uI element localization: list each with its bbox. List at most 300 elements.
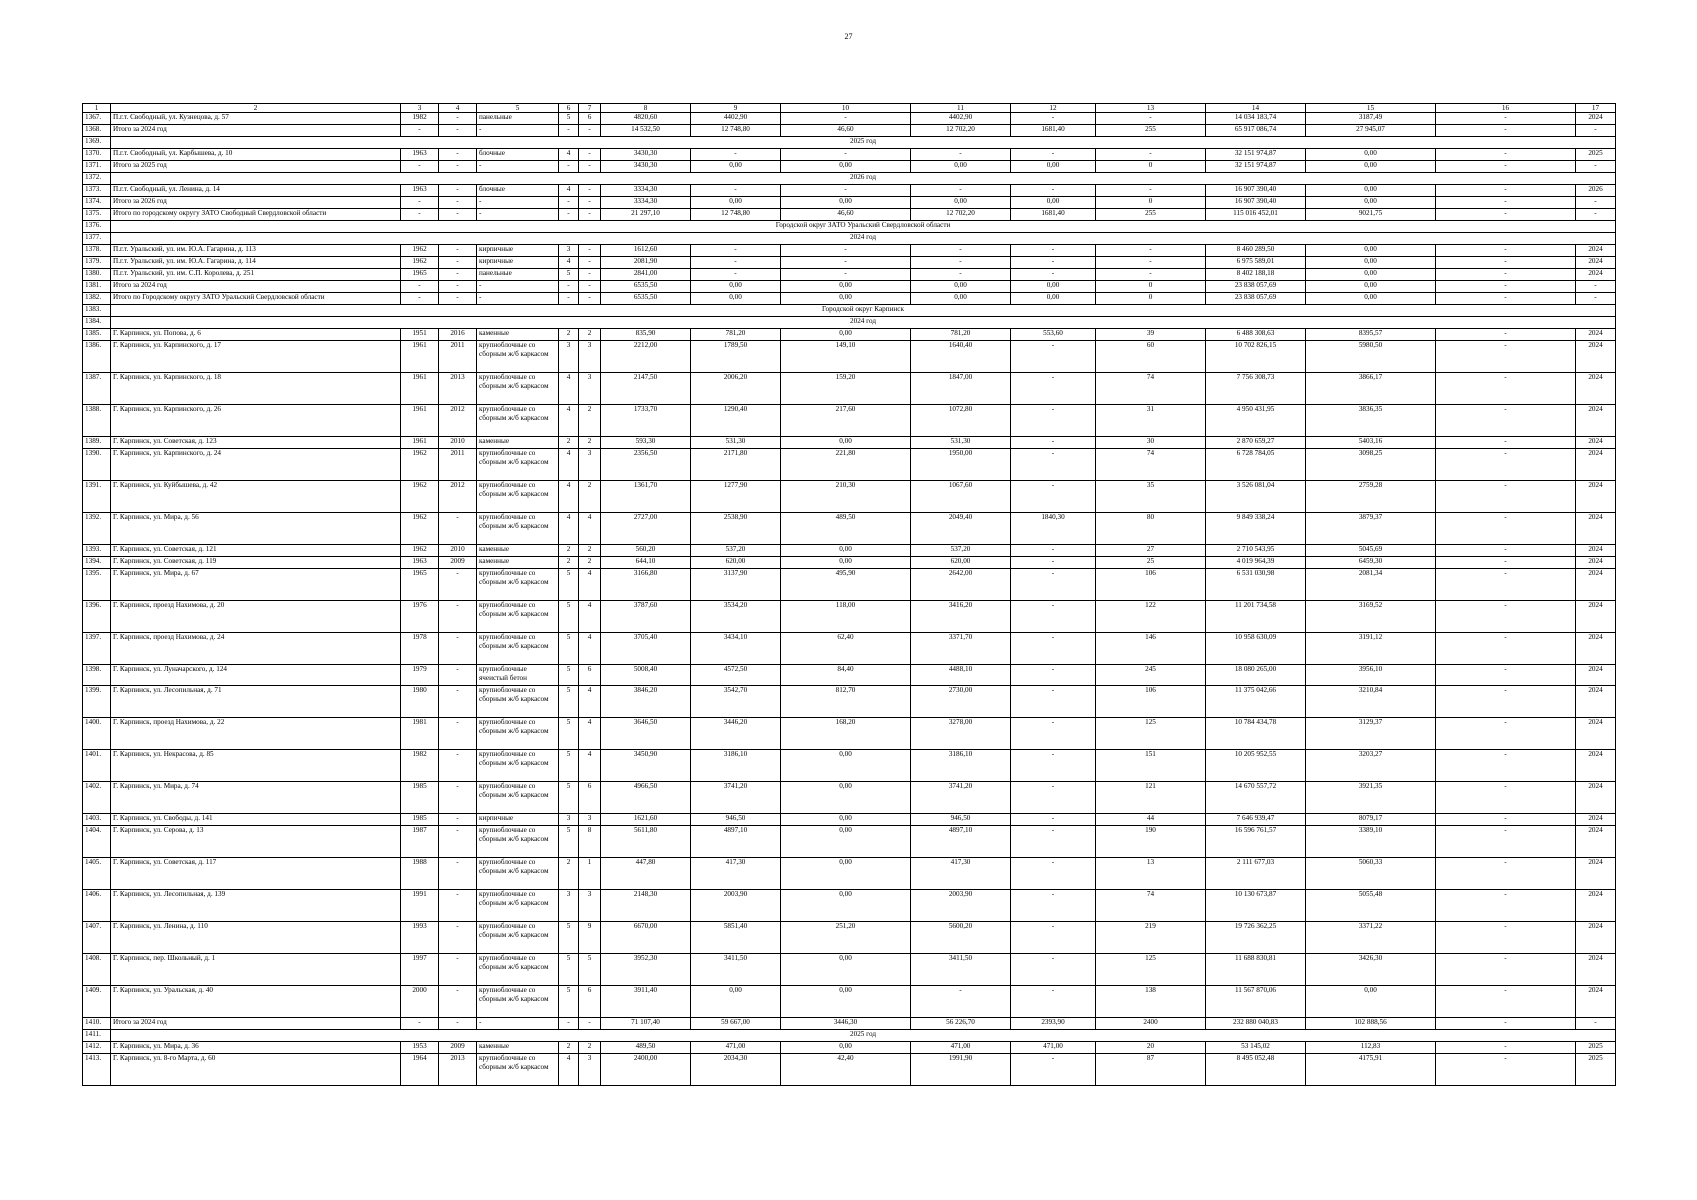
wall-material-cell: - bbox=[477, 161, 559, 173]
col16-cell: - bbox=[1436, 665, 1576, 686]
area-common-cell: - bbox=[1011, 113, 1096, 125]
area-premises-cell: 2034,30 bbox=[691, 1054, 781, 1086]
area-nonresidential-cell: 0,00 bbox=[781, 954, 911, 986]
table-row bbox=[83, 437, 1616, 449]
table-row bbox=[83, 405, 1616, 437]
address-cell: Г. Карпинск, ул. Мира, д. 36 bbox=[111, 1042, 401, 1054]
row-number-cell: 1408. bbox=[83, 954, 111, 986]
area-residential-cell: 620,00 bbox=[911, 557, 1011, 569]
floors-cell: - bbox=[559, 161, 579, 173]
planned-year-cell: 2024 bbox=[1576, 341, 1616, 373]
entrances-cell: 4 bbox=[579, 750, 601, 782]
total-area-cell: 2841,00 bbox=[601, 269, 691, 281]
table-row bbox=[83, 922, 1616, 954]
residents-cell: 31 bbox=[1096, 405, 1206, 437]
wall-material-cell: крупноблочные со сборным ж/б каркасом bbox=[477, 718, 559, 750]
area-residential-cell: 781,20 bbox=[911, 329, 1011, 341]
row-number-cell: 1367. bbox=[83, 113, 111, 125]
unit-cost-cell: 2759,28 bbox=[1306, 481, 1436, 513]
total-area-cell: 2212,00 bbox=[601, 341, 691, 373]
table-row bbox=[83, 986, 1616, 1018]
row-number-cell: 1369. bbox=[83, 137, 111, 149]
col16-cell: - bbox=[1436, 922, 1576, 954]
address-cell: Г. Карпинск, ул. Ленина, д. 110 bbox=[111, 922, 401, 954]
wall-material-cell: каменные bbox=[477, 1042, 559, 1054]
year-built-cell: 1963 bbox=[401, 557, 439, 569]
row-number-cell: 1380. bbox=[83, 269, 111, 281]
address-cell: Г. Карпинск, ул. Серова, д. 13 bbox=[111, 826, 401, 858]
floors-cell: 2 bbox=[559, 858, 579, 890]
total-area-cell: 6670,00 bbox=[601, 922, 691, 954]
planned-year-cell: 2024 bbox=[1576, 922, 1616, 954]
col16-cell: - bbox=[1436, 633, 1576, 665]
wall-material-cell: крупноблочные со сборным ж/б каркасом bbox=[477, 569, 559, 601]
floors-cell: 5 bbox=[559, 922, 579, 954]
total-area-cell: 3952,30 bbox=[601, 954, 691, 986]
residents-cell: 27 bbox=[1096, 545, 1206, 557]
year-renovated-cell: - bbox=[439, 665, 477, 686]
area-nonresidential-cell: 0,00 bbox=[781, 161, 911, 173]
row-number-cell: 1387. bbox=[83, 373, 111, 405]
unit-cost-cell: 6459,30 bbox=[1306, 557, 1436, 569]
year-built-cell: 1962 bbox=[401, 513, 439, 545]
area-residential-cell: 3278,00 bbox=[911, 718, 1011, 750]
cost-cell: 10 130 673,87 bbox=[1206, 890, 1306, 922]
row-number-cell: 1395. bbox=[83, 569, 111, 601]
year-built-cell: - bbox=[401, 1018, 439, 1030]
col16-cell: - bbox=[1436, 481, 1576, 513]
col16-cell: - bbox=[1436, 826, 1576, 858]
residents-cell: 80 bbox=[1096, 513, 1206, 545]
year-renovated-cell: - bbox=[439, 269, 477, 281]
area-residential-cell: - bbox=[911, 269, 1011, 281]
entrances-cell: - bbox=[579, 293, 601, 305]
cost-cell: 16 907 390,40 bbox=[1206, 197, 1306, 209]
column-number-cell: 9 bbox=[691, 104, 781, 113]
year-renovated-cell: 2010 bbox=[439, 437, 477, 449]
area-premises-cell: 5851,40 bbox=[691, 922, 781, 954]
residents-cell: 255 bbox=[1096, 209, 1206, 221]
year-built-cell: 1962 bbox=[401, 545, 439, 557]
unit-cost-cell: 0,00 bbox=[1306, 197, 1436, 209]
cost-cell: 11 567 870,06 bbox=[1206, 986, 1306, 1018]
planned-year-cell: 2024 bbox=[1576, 718, 1616, 750]
year-renovated-cell: 2013 bbox=[439, 1054, 477, 1086]
total-area-cell: 1733,70 bbox=[601, 405, 691, 437]
row-number-cell: 1389. bbox=[83, 437, 111, 449]
year-built-cell: 1982 bbox=[401, 750, 439, 782]
wall-material-cell: крупноблочные со сборным ж/б каркасом bbox=[477, 686, 559, 718]
area-premises-cell: 620,00 bbox=[691, 557, 781, 569]
total-area-cell: 489,50 bbox=[601, 1042, 691, 1054]
unit-cost-cell: 102 888,56 bbox=[1306, 1018, 1436, 1030]
year-built-cell: 1961 bbox=[401, 437, 439, 449]
area-nonresidential-cell: 42,40 bbox=[781, 1054, 911, 1086]
cost-cell: 53 145,02 bbox=[1206, 1042, 1306, 1054]
area-residential-cell: 0,00 bbox=[911, 281, 1011, 293]
residents-cell: 0 bbox=[1096, 161, 1206, 173]
year-renovated-cell: - bbox=[439, 782, 477, 814]
entrances-cell: 3 bbox=[579, 1054, 601, 1086]
table-row bbox=[83, 826, 1616, 858]
table-row bbox=[83, 1054, 1616, 1086]
entrances-cell: 5 bbox=[579, 954, 601, 986]
area-common-cell: 0,00 bbox=[1011, 293, 1096, 305]
area-nonresidential-cell: 168,20 bbox=[781, 718, 911, 750]
area-residential-cell: 1991,90 bbox=[911, 1054, 1011, 1086]
year-built-cell: 1962 bbox=[401, 245, 439, 257]
area-premises-cell: 4402,90 bbox=[691, 113, 781, 125]
residents-cell: 122 bbox=[1096, 601, 1206, 633]
area-premises-cell: 471,00 bbox=[691, 1042, 781, 1054]
year-built-cell: 1979 bbox=[401, 665, 439, 686]
address-cell: Итого за 2026 год bbox=[111, 197, 401, 209]
unit-cost-cell: 3389,10 bbox=[1306, 826, 1436, 858]
residents-cell: 255 bbox=[1096, 125, 1206, 137]
year-renovated-cell: - bbox=[439, 826, 477, 858]
address-cell: П.г.т. Уральский, ул. им. Ю.А. Гагарина, д. 113 bbox=[111, 245, 401, 257]
area-nonresidential-cell: 62,40 bbox=[781, 633, 911, 665]
wall-material-cell: крупноблочные со сборным ж/б каркасом bbox=[477, 373, 559, 405]
residents-cell: 60 bbox=[1096, 341, 1206, 373]
wall-material-cell: каменные bbox=[477, 437, 559, 449]
row-number-cell: 1396. bbox=[83, 601, 111, 633]
year-built-cell: - bbox=[401, 161, 439, 173]
address-cell: Г. Карпинск, ул. Куйбышева, д. 42 bbox=[111, 481, 401, 513]
year-renovated-cell: - bbox=[439, 245, 477, 257]
area-premises-cell: 12 748,80 bbox=[691, 125, 781, 137]
table-row bbox=[83, 185, 1616, 197]
total-area-cell: 3334,30 bbox=[601, 185, 691, 197]
year-built-cell: 1997 bbox=[401, 954, 439, 986]
unit-cost-cell: 9021,75 bbox=[1306, 209, 1436, 221]
residents-cell: 106 bbox=[1096, 569, 1206, 601]
area-premises-cell: - bbox=[691, 269, 781, 281]
col16-cell: - bbox=[1436, 161, 1576, 173]
residents-cell: 0 bbox=[1096, 293, 1206, 305]
year-built-cell: 1961 bbox=[401, 373, 439, 405]
col16-cell: - bbox=[1436, 954, 1576, 986]
section-heading-cell: Городской округ ЗАТО Уральский Свердловской области bbox=[111, 221, 1616, 233]
area-nonresidential-cell: 0,00 bbox=[781, 281, 911, 293]
row-number-cell: 1400. bbox=[83, 718, 111, 750]
area-nonresidential-cell: 0,00 bbox=[781, 826, 911, 858]
residents-cell: - bbox=[1096, 269, 1206, 281]
address-cell: Итого за 2025 год bbox=[111, 161, 401, 173]
address-cell: Г. Карпинск, пер. Школьный, д. 1 bbox=[111, 954, 401, 986]
entrances-cell: 3 bbox=[579, 890, 601, 922]
year-renovated-cell: - bbox=[439, 814, 477, 826]
wall-material-cell: кирпичные bbox=[477, 245, 559, 257]
table-row bbox=[83, 557, 1616, 569]
planned-year-cell: - bbox=[1576, 281, 1616, 293]
col16-cell: - bbox=[1436, 209, 1576, 221]
residents-cell: - bbox=[1096, 257, 1206, 269]
table-row bbox=[83, 113, 1616, 125]
unit-cost-cell: 3169,52 bbox=[1306, 601, 1436, 633]
address-cell: Итого по городскому округу ЗАТО Свободный Свердловской области bbox=[111, 209, 401, 221]
row-number-cell: 1379. bbox=[83, 257, 111, 269]
area-common-cell: - bbox=[1011, 718, 1096, 750]
area-residential-cell: 3741,20 bbox=[911, 782, 1011, 814]
col16-cell: - bbox=[1436, 245, 1576, 257]
planned-year-cell: 2024 bbox=[1576, 569, 1616, 601]
address-cell: Г. Карпинск, ул. Уральская, д. 40 bbox=[111, 986, 401, 1018]
residents-cell: 190 bbox=[1096, 826, 1206, 858]
col16-cell: - bbox=[1436, 782, 1576, 814]
total-area-cell: 560,20 bbox=[601, 545, 691, 557]
address-cell: Г. Карпинск, проезд Нахимова, д. 24 bbox=[111, 633, 401, 665]
row-number-cell: 1413. bbox=[83, 1054, 111, 1086]
year-built-cell: 1981 bbox=[401, 718, 439, 750]
planned-year-cell: 2024 bbox=[1576, 890, 1616, 922]
entrances-cell: - bbox=[579, 149, 601, 161]
residents-cell: - bbox=[1096, 149, 1206, 161]
table-body bbox=[83, 104, 1616, 1086]
cost-cell: 14 670 557,72 bbox=[1206, 782, 1306, 814]
unit-cost-cell: 3187,49 bbox=[1306, 113, 1436, 125]
unit-cost-cell: 0,00 bbox=[1306, 281, 1436, 293]
residents-cell: 39 bbox=[1096, 329, 1206, 341]
address-cell: Г. Карпинск, ул. Советская, д. 121 bbox=[111, 545, 401, 557]
area-residential-cell: 1067,60 bbox=[911, 481, 1011, 513]
area-residential-cell: 3416,20 bbox=[911, 601, 1011, 633]
area-premises-cell: 3534,20 bbox=[691, 601, 781, 633]
column-number-cell: 3 bbox=[401, 104, 439, 113]
floors-cell: 5 bbox=[559, 601, 579, 633]
col16-cell: - bbox=[1436, 373, 1576, 405]
section-row bbox=[83, 221, 1616, 233]
wall-material-cell: каменные bbox=[477, 545, 559, 557]
year-built-cell: 1963 bbox=[401, 149, 439, 161]
year-built-cell: 1991 bbox=[401, 890, 439, 922]
total-area-cell: 1621,60 bbox=[601, 814, 691, 826]
wall-material-cell: крупноблочные со сборным ж/б каркасом bbox=[477, 1054, 559, 1086]
address-cell: Г. Карпинск, ул. Карпинского, д. 17 bbox=[111, 341, 401, 373]
address-cell: Г. Карпинск, ул. Карпинского, д. 24 bbox=[111, 449, 401, 481]
unit-cost-cell: 0,00 bbox=[1306, 185, 1436, 197]
area-residential-cell: - bbox=[911, 245, 1011, 257]
residents-cell: 245 bbox=[1096, 665, 1206, 686]
entrances-cell: 8 bbox=[579, 826, 601, 858]
section-row bbox=[83, 1030, 1616, 1042]
floors-cell: 2 bbox=[559, 329, 579, 341]
area-residential-cell: 2049,40 bbox=[911, 513, 1011, 545]
residents-cell: 0 bbox=[1096, 281, 1206, 293]
year-built-cell: 1985 bbox=[401, 814, 439, 826]
residents-cell: 0 bbox=[1096, 197, 1206, 209]
area-nonresidential-cell: - bbox=[781, 185, 911, 197]
planned-year-cell: 2024 bbox=[1576, 557, 1616, 569]
address-cell: П.г.т. Уральский, ул. им. С.П. Королева, д. 251 bbox=[111, 269, 401, 281]
area-nonresidential-cell: 221,80 bbox=[781, 449, 911, 481]
area-premises-cell: - bbox=[691, 185, 781, 197]
unit-cost-cell: 3836,35 bbox=[1306, 405, 1436, 437]
wall-material-cell: крупноблочные со сборным ж/б каркасом bbox=[477, 341, 559, 373]
area-common-cell: - bbox=[1011, 449, 1096, 481]
year-built-cell: - bbox=[401, 197, 439, 209]
row-number-cell: 1371. bbox=[83, 161, 111, 173]
unit-cost-cell: 0,00 bbox=[1306, 293, 1436, 305]
row-number-cell: 1372. bbox=[83, 173, 111, 185]
area-premises-cell: 537,20 bbox=[691, 545, 781, 557]
planned-year-cell: 2024 bbox=[1576, 113, 1616, 125]
year-renovated-cell: 2011 bbox=[439, 341, 477, 373]
planned-year-cell: 2024 bbox=[1576, 257, 1616, 269]
row-number-cell: 1394. bbox=[83, 557, 111, 569]
cost-cell: 6 975 589,01 bbox=[1206, 257, 1306, 269]
address-cell: Г. Карпинск, ул. Мира, д. 67 bbox=[111, 569, 401, 601]
total-area-cell: 3430,30 bbox=[601, 149, 691, 161]
residents-cell: 44 bbox=[1096, 814, 1206, 826]
residents-cell: 146 bbox=[1096, 633, 1206, 665]
year-renovated-cell: - bbox=[439, 601, 477, 633]
year-renovated-cell: - bbox=[439, 113, 477, 125]
cost-cell: 16 596 761,57 bbox=[1206, 826, 1306, 858]
year-built-cell: 1976 bbox=[401, 601, 439, 633]
area-residential-cell: 537,20 bbox=[911, 545, 1011, 557]
cost-cell: 6 728 784,05 bbox=[1206, 449, 1306, 481]
col16-cell: - bbox=[1436, 1018, 1576, 1030]
unit-cost-cell: 8079,17 bbox=[1306, 814, 1436, 826]
area-premises-cell: - bbox=[691, 245, 781, 257]
entrances-cell: 1 bbox=[579, 858, 601, 890]
area-nonresidential-cell: 0,00 bbox=[781, 750, 911, 782]
address-cell: Г. Карпинск, ул. Некрасова, д. 85 bbox=[111, 750, 401, 782]
planned-year-cell: 2024 bbox=[1576, 481, 1616, 513]
area-common-cell: - bbox=[1011, 633, 1096, 665]
floors-cell: 4 bbox=[559, 1054, 579, 1086]
area-nonresidential-cell: 3446,30 bbox=[781, 1018, 911, 1030]
total-area-cell: 1361,70 bbox=[601, 481, 691, 513]
row-number-cell: 1405. bbox=[83, 858, 111, 890]
area-premises-cell: 3411,50 bbox=[691, 954, 781, 986]
wall-material-cell: крупноблочные со сборным ж/б каркасом bbox=[477, 858, 559, 890]
wall-material-cell: крупноблочные со сборным ж/б каркасом bbox=[477, 601, 559, 633]
total-area-cell: 3430,30 bbox=[601, 161, 691, 173]
residents-cell: - bbox=[1096, 113, 1206, 125]
unit-cost-cell: 3098,25 bbox=[1306, 449, 1436, 481]
residents-cell: - bbox=[1096, 185, 1206, 197]
cost-cell: 16 907 390,40 bbox=[1206, 185, 1306, 197]
floors-cell: 5 bbox=[559, 633, 579, 665]
planned-year-cell: - bbox=[1576, 125, 1616, 137]
section-heading-cell: Городской округ Карпинск bbox=[111, 305, 1616, 317]
residents-cell: 20 bbox=[1096, 1042, 1206, 1054]
row-number-cell: 1411. bbox=[83, 1030, 111, 1042]
area-premises-cell: 4897,10 bbox=[691, 826, 781, 858]
year-renovated-cell: - bbox=[439, 197, 477, 209]
floors-cell: 4 bbox=[559, 405, 579, 437]
total-area-cell: 14 532,50 bbox=[601, 125, 691, 137]
wall-material-cell: каменные bbox=[477, 557, 559, 569]
year-renovated-cell: - bbox=[439, 890, 477, 922]
floors-cell: 5 bbox=[559, 954, 579, 986]
wall-material-cell: блочные bbox=[477, 185, 559, 197]
section-row bbox=[83, 173, 1616, 185]
area-premises-cell: 1789,50 bbox=[691, 341, 781, 373]
area-common-cell: - bbox=[1011, 557, 1096, 569]
column-number-cell: 17 bbox=[1576, 104, 1616, 113]
row-number-cell: 1375. bbox=[83, 209, 111, 221]
year-renovated-cell: - bbox=[439, 750, 477, 782]
row-number-cell: 1403. bbox=[83, 814, 111, 826]
unit-cost-cell: 27 945,07 bbox=[1306, 125, 1436, 137]
area-premises-cell: 2538,90 bbox=[691, 513, 781, 545]
cost-cell: 10 205 952,55 bbox=[1206, 750, 1306, 782]
area-nonresidential-cell: 0,00 bbox=[781, 814, 911, 826]
planned-year-cell: 2024 bbox=[1576, 545, 1616, 557]
wall-material-cell: крупноблочные со сборным ж/б каркасом bbox=[477, 782, 559, 814]
area-premises-cell: 3542,70 bbox=[691, 686, 781, 718]
cost-cell: 2 111 677,03 bbox=[1206, 858, 1306, 890]
address-cell: Итого за 2024 год bbox=[111, 281, 401, 293]
address-cell: Г. Карпинск, ул. Луначарского, д. 124 bbox=[111, 665, 401, 686]
total-area-cell: 835,90 bbox=[601, 329, 691, 341]
table-row bbox=[83, 665, 1616, 686]
area-premises-cell: 4572,50 bbox=[691, 665, 781, 686]
table-row bbox=[83, 329, 1616, 341]
area-nonresidential-cell: 812,70 bbox=[781, 686, 911, 718]
planned-year-cell: 2024 bbox=[1576, 449, 1616, 481]
entrances-cell: 2 bbox=[579, 545, 601, 557]
unit-cost-cell: 3956,10 bbox=[1306, 665, 1436, 686]
unit-cost-cell: 0,00 bbox=[1306, 149, 1436, 161]
column-number-cell: 15 bbox=[1306, 104, 1436, 113]
unit-cost-cell: 0,00 bbox=[1306, 245, 1436, 257]
total-area-cell: 3911,40 bbox=[601, 986, 691, 1018]
area-nonresidential-cell: 159,20 bbox=[781, 373, 911, 405]
floors-cell: 3 bbox=[559, 890, 579, 922]
cost-cell: 8 402 188,18 bbox=[1206, 269, 1306, 281]
planned-year-cell: 2024 bbox=[1576, 686, 1616, 718]
table-row bbox=[83, 954, 1616, 986]
year-built-cell: 1987 bbox=[401, 826, 439, 858]
cost-cell: 2 710 543,95 bbox=[1206, 545, 1306, 557]
table-row bbox=[83, 341, 1616, 373]
area-residential-cell: 0,00 bbox=[911, 161, 1011, 173]
year-built-cell: 1953 bbox=[401, 1042, 439, 1054]
residents-cell: 13 bbox=[1096, 858, 1206, 890]
unit-cost-cell: 3129,37 bbox=[1306, 718, 1436, 750]
planned-year-cell: 2024 bbox=[1576, 633, 1616, 665]
floors-cell: 2 bbox=[559, 557, 579, 569]
area-nonresidential-cell: 149,10 bbox=[781, 341, 911, 373]
entrances-cell: - bbox=[579, 161, 601, 173]
area-premises-cell: 3137,90 bbox=[691, 569, 781, 601]
area-residential-cell: 56 226,70 bbox=[911, 1018, 1011, 1030]
column-number-cell: 8 bbox=[601, 104, 691, 113]
floors-cell: 3 bbox=[559, 814, 579, 826]
cost-cell: 8 460 289,50 bbox=[1206, 245, 1306, 257]
cost-cell: 3 526 081,04 bbox=[1206, 481, 1306, 513]
address-cell: Г. Карпинск, проезд Нахимова, д. 22 bbox=[111, 718, 401, 750]
year-built-cell: 1978 bbox=[401, 633, 439, 665]
year-renovated-cell: - bbox=[439, 954, 477, 986]
housing-register-table bbox=[82, 103, 1616, 1086]
year-renovated-cell: - bbox=[439, 257, 477, 269]
total-area-cell: 2356,50 bbox=[601, 449, 691, 481]
col16-cell: - bbox=[1436, 269, 1576, 281]
floors-cell: 4 bbox=[559, 449, 579, 481]
year-built-cell: 1965 bbox=[401, 569, 439, 601]
col16-cell: - bbox=[1436, 601, 1576, 633]
area-nonresidential-cell: 46,60 bbox=[781, 209, 911, 221]
area-residential-cell: 2642,00 bbox=[911, 569, 1011, 601]
section-heading-cell: 2025 год bbox=[111, 137, 1616, 149]
col16-cell: - bbox=[1436, 858, 1576, 890]
year-built-cell: 1985 bbox=[401, 782, 439, 814]
